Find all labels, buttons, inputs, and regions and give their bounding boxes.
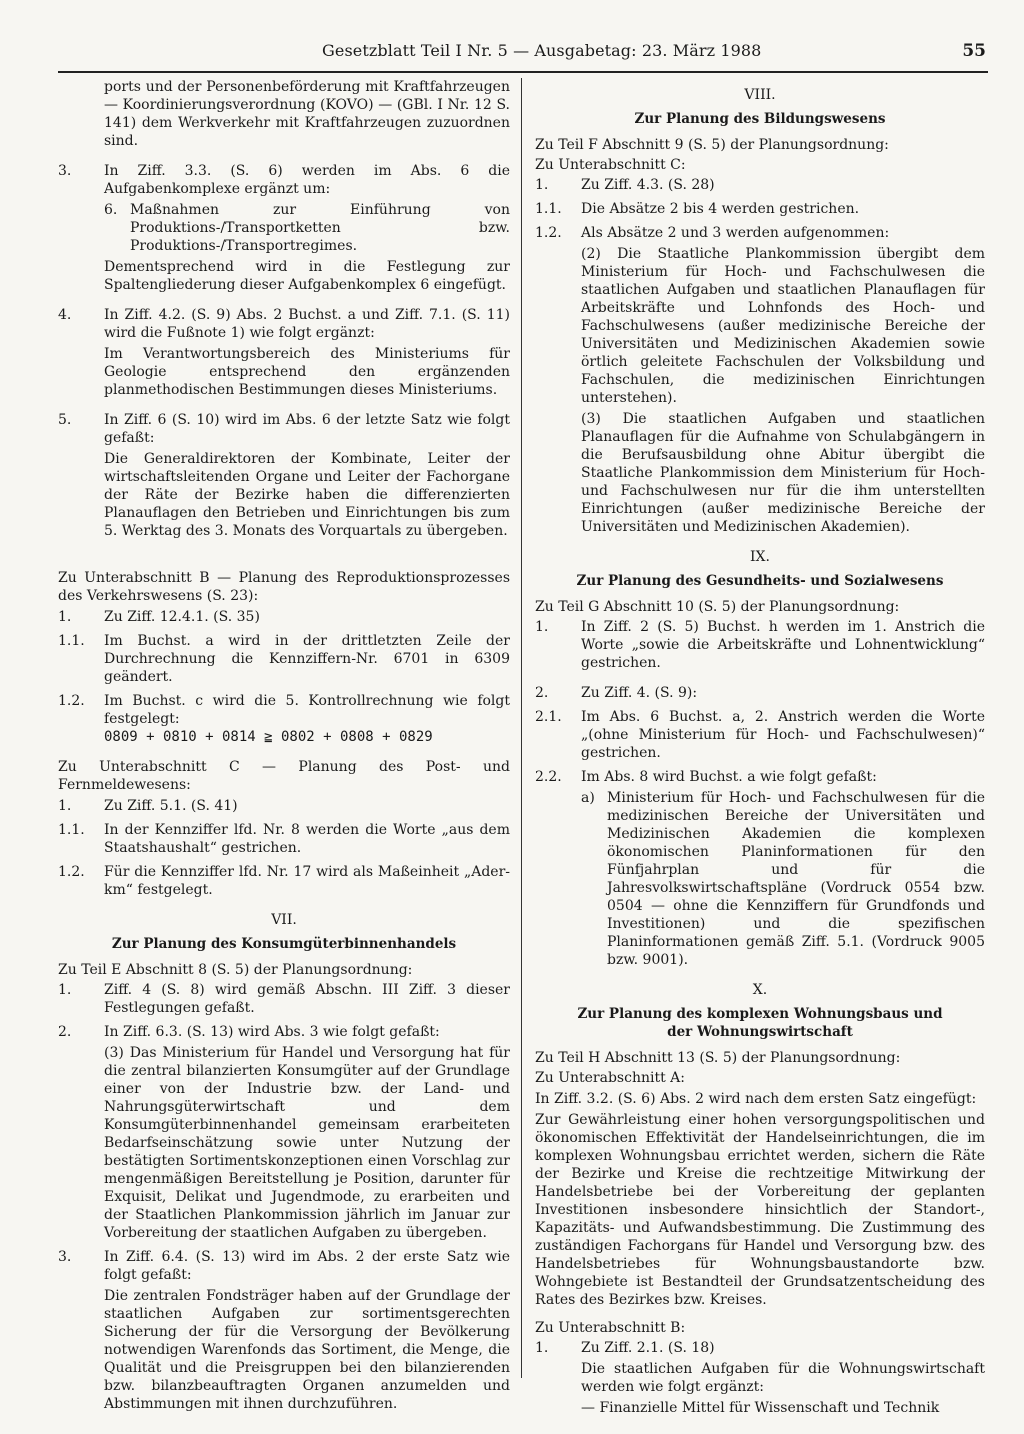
control-formula: 0809 + 0810 + 0814 ≧ 0802 + 0808 + 0829 [104,729,433,745]
item-number: 3. [58,1249,72,1265]
list-item [58,1248,510,1413]
spacer [535,1312,985,1319]
item-number: 2.1. [535,709,562,725]
column-divider [521,78,522,1378]
spacer [58,552,510,566]
item-text: Zu Ziff. 4.3. (S. 28) [581,177,715,193]
item-quote: Die staatlichen Aufgaben für die Wohnungswirtschaft werden wie folgt ergänzt: [581,1361,985,1395]
section-intro: Zu Unterabschnitt A: [535,1070,685,1086]
item-number: 1.1. [535,201,562,217]
section-title: Zur Planung des Gesundheits- und Sozialwesens [576,573,944,589]
item-number: 1.1. [58,822,85,838]
section-title-line2: der Wohnungswirtschaft [667,1024,853,1040]
item-text: Zu Ziff. 4. (S. 9): [581,685,698,701]
item-quote: Die zentralen Fondsträger haben auf der Grundlage der staatlichen Aufgaben zur sortimentsgerechten Sicherung der für die Versorgung der Bevölkerung notwendigen Warenfonds das Sortiment, die Menge, die Qualität und die Preisgruppen bei den bilanzierenden bzw. bilanzbeauftragten Organen anzumelden und Abstimmungen mit ihnen durchzuführen. [104,1288,510,1412]
item-number: 1. [535,619,549,635]
header-rule [58,71,988,73]
section-number: X. [752,982,768,998]
right-column [535,78,985,1423]
item-number: 5. [58,412,72,428]
inserted-text: Zur Gewährleistung einer hohen versorgungspolitischen und ökonomischen Effektivität der Handelseinrichtungen, die im komplexen Wohnungsbau errichtet werden, sichern die Räte der Bezirke und Kreise die rechtzeitige Mitwirkung der Handelsbetriebe bei der Vorbereitung der geplanten Investitionen insbesondere hinsichtlich der Standort-, Kapazitäts- und Aufwandsbestimmung. Die Zustimmung des zuständigen Fachorgans für Handel und Versorgung bzw. des Handelsbetriebes für Wohnungsbaustandorte bzw. Wohngebiete ist Bestandteil der Grundsatzentscheidung des Rates des Bezirkes bzw. Kreises. [535,1112,985,1308]
item-text: Im Abs. 6 Buchst. a, 2. Anstrich werden die Worte „(ohne Ministerium für Hoch- und Fachschulwesen)“ gestrichen. [581,709,985,761]
item-quote: (3) Die staatlichen Aufgaben und staatlichen Planauflagen für die Aufnahme von Schulabgängern in die Berufsausbildung ohne Abitur übergibt die Staatliche Plankommission dem Ministerium für Hoch- und Fachschulwesen nur für die ihm unterstellten Einrichtungen (außer medizinische Bereiche der Universitäten und Medizinischen Akademien). [581,411,985,535]
section-number: IX. [750,549,770,565]
item-quote: (2) Die Staatliche Plankommission übergibt dem Ministerium für Hoch- und Fachschulwesen die staatlichen Aufgaben und staatlichen Planauflagen für Arbeitskräfte und Lohnfonds des Hoch- und Fachschulwesens (außer medizinische Bereiche der Universitäten und Medizinischen Akademien sowie örtlich geleitete Fachschulen der Volksbildung und Fachschulen, die medizinischen Einrichtungen unterstehen). [581,246,985,406]
list-item [58,162,510,294]
item-text: Im Buchst. a wird in der drittletzten Zeile der Durchrechnung die Kennziffern-Nr. 6701 in 6309 geändert. [104,633,510,685]
item-number: 2. [535,685,549,701]
item-text: Die Absätze 2 bis 4 werden gestrichen. [581,201,860,217]
list-item [58,1023,510,1242]
list-item [58,632,510,686]
item-number: 1. [58,609,72,625]
list-item [535,1339,985,1417]
list-item [58,981,510,1017]
list-item [535,224,985,536]
section-intro: Zu Teil F Abschnitt 9 (S. 5) der Planungsordnung: [535,137,889,153]
item-text: Zu Ziff. 2.1. (S. 18) [581,1340,715,1356]
item-text: In Ziff. 6 (S. 10) wird im Abs. 6 der letzte Satz wie folgt gefaßt: [104,412,510,446]
section-number: VIII. [744,87,776,103]
item-number: 2. [58,1024,72,1040]
item-text: Für die Kennziffer lfd. Nr. 17 wird als Maßeinheit „Ader-km“ festgelegt. [104,864,510,898]
item-quote: Die Generaldirektoren der Kombinate, Leiter der wirtschaftsleitenden Organe und Leiter der Fachorgane der Räte der Bezirke haben die differenzierten Planauflagen den Betrieben und Einrichtungen bis zum 5. Werktag des 3. Monats des Vorquartals zu übergeben. [104,451,510,539]
item-quote: (3) Das Ministerium für Handel und Versorgung hat für die zentral bilanzierten Konsumgüter auf der Grundlage einer von der Industrie bzw. der Land- und Nahrungsgüterwirtschaft und dem Konsumgüterbinnenhandel gemeinsam erarbeiteten Bedarfseinschätzung sowie unter Nutzung der bestätigten Sortimentskonzeptionen einen Vorschlag zur mengenmäßigen Bereitstellung je Position, darunter für Exquisit, Delikat und Jugendmode, zu erarbeiten und der Staatlichen Plankommission jährlich im Januar zur Vorbereitung der staatlichen Aufgaben zu übergeben. [104,1045,510,1241]
item-text: Zu Ziff. 12.4.1. (S. 35) [104,609,260,625]
page-number: 55 [962,41,986,61]
item-number: 4. [58,307,72,323]
left-column [58,78,510,1425]
item-number: 1. [535,177,549,193]
item-text: In der Kennziffer lfd. Nr. 8 werden die Worte „aus dem Staatshaushalt“ gestrichen. [104,822,510,856]
sub-item-number: 6. [104,202,118,218]
item-number: 3. [58,163,72,179]
item-quote: Im Verantwortungsbereich des Ministeriums für Geologie entsprechend den ergänzenden planmethodischen Bestimmungen dieses Ministeriums. [104,346,510,398]
item-text: Im Buchst. c wird die 5. Kontrollrechnung wie folgt festgelegt: [104,693,510,727]
dash-item: — Finanzielle Mittel für Wissenschaft und Technik [581,1400,940,1416]
section-intro: Zu Unterabschnitt C: [535,157,686,173]
list-item [535,200,985,218]
item-number: 1. [58,982,72,998]
item-text: In Ziff. 6.4. (S. 13) wird im Abs. 2 der erste Satz wie folgt gefaßt: [104,1249,510,1283]
item-text: In Ziff. 2 (S. 5) Buchst. h werden im 1. Anstrich die Worte „sowie die Arbeitskräfte und Lohnentwicklung“ gestrichen. [581,619,985,671]
section-intro: Zu Teil G Abschnitt 10 (S. 5) der Planungsordnung: [535,599,900,615]
item-number: 1.2. [58,693,85,709]
subsection-heading: Zu Unterabschnitt C — Planung des Post- und Fernmeldewesens: [58,759,510,793]
item-number: 1.2. [58,864,85,880]
item-number: 1.2. [535,225,562,241]
list-item [58,411,510,540]
sub-item [104,201,510,255]
item-number: 2.2. [535,769,562,785]
item-number: 1. [535,1340,549,1356]
page-header [0,41,1024,67]
list-item [535,684,985,702]
item-text: Zu Ziff. 5.1. (S. 41) [104,798,238,814]
sub-item-text: Ministerium für Hoch- und Fachschulwesen für die medizinischen Bereiche der Universitäten und Medizinischen Akademien die komplexen ökonomischen Planinformationen für den Fünfjahrplan und für die Jahresvolkswirtschaftspläne (Vordruck 0554 bzw. 0504 — ohne die Kennziffern für Grundfonds und Investitionen) und die spezifischen Planinformationen gemäß Ziff. 5.1. (Vordruck 9005 bzw. 9001). [607,790,985,968]
section-title: Zur Planung des Bildungswesens [634,111,886,127]
list-item [535,618,985,672]
insertion-instruction: In Ziff. 3.2. (S. 6) Abs. 2 wird nach dem ersten Satz eingefügt: [535,1091,977,1107]
list-item [58,821,510,857]
section-title: Zur Planung des komplexen Wohnungsbaus und [577,1006,943,1022]
item-text: In Ziff. 3.3. (S. 6) werden im Abs. 6 die Aufgabenkomplexe ergänzt um: [104,163,510,197]
item-text: Als Absätze 2 und 3 werden aufgenommen: [581,225,890,241]
list-item [535,708,985,762]
section-title: Zur Planung des Konsumgüterbinnenhandels [111,936,457,952]
list-item [58,797,510,815]
item-number: 1.1. [58,633,85,649]
gazette-header-title: Gesetzblatt Teil I Nr. 5 — Ausgabetag: 23. März 1988 [322,41,762,60]
sub-item-text: Maßnahmen zur Einführung von Produktions-/Transportketten bzw. Produktions-/Transportregimes. [130,202,510,254]
list-item [58,863,510,899]
item-text: In Ziff. 6.3. (S. 13) wird Abs. 3 wie folgt gefaßt: [104,1024,440,1040]
item-number: 1. [58,798,72,814]
item-text: Ziff. 4 (S. 8) wird gemäß Abschn. III Ziff. 3 dieser Festlegungen gefaßt. [104,982,510,1016]
item-text: In Ziff. 4.2. (S. 9) Abs. 2 Buchst. a und Ziff. 7.1. (S. 11) wird die Fußnote 1) wie folgt ergänzt: [104,307,510,341]
list-item [58,692,510,746]
continuation-paragraph: ports und der Personenbeförderung mit Kraftfahrzeugen — Koordinierungsverordnung (KOVO) — (GBl. I Nr. 12 S. 141) dem Werkverkehr mit Kraftfahrzeugen zuzuordnen sind. [104,79,510,149]
section-number: VII. [271,912,297,928]
section-intro: Zu Teil H Abschnitt 13 (S. 5) der Planungsordnung: [535,1050,901,1066]
sub-item [581,789,985,969]
subsection-heading: Zu Unterabschnitt B — Planung des Reproduktionsprozesses des Verkehrswesens (S. 23): [58,570,510,604]
item-note: Dementsprechend wird in die Festlegung zur Spaltengliederung dieser Aufgabenkomplex 6 eingefügt. [104,259,510,293]
list-item [58,608,510,626]
list-item [58,306,510,399]
section-intro: Zu Teil E Abschnitt 8 (S. 5) der Planungsordnung: [58,962,413,978]
list-item [535,176,985,194]
list-item [535,768,985,969]
sub-item-letter: a) [581,790,595,806]
item-text: Im Abs. 8 wird Buchst. a wie folgt gefaßt: [581,769,877,785]
subsection-heading: Zu Unterabschnitt B: [535,1320,686,1336]
